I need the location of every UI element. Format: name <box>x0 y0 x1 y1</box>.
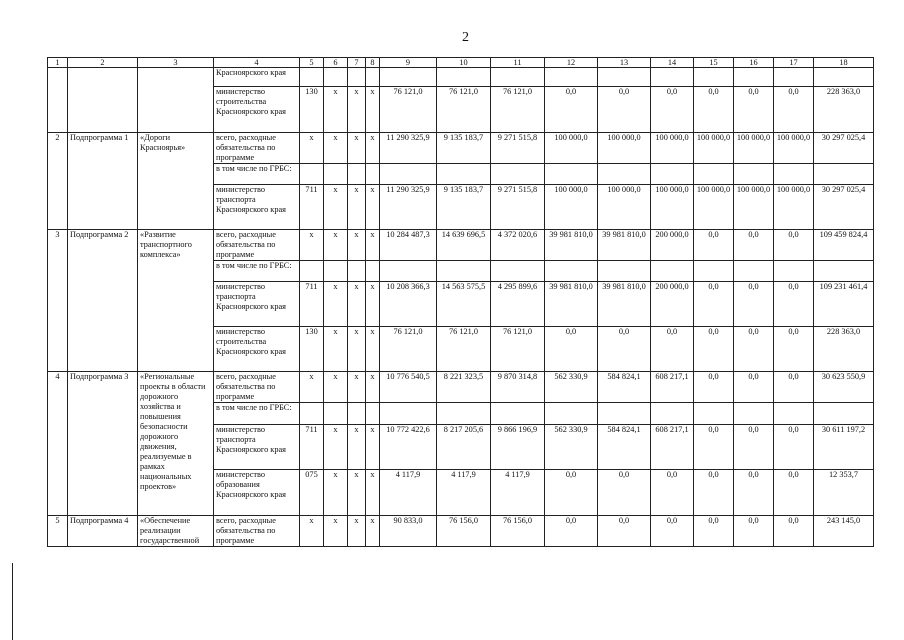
value-cell <box>300 261 324 282</box>
value-cell <box>814 164 874 185</box>
value-cell: 0,0 <box>694 230 734 261</box>
value-cell <box>324 261 348 282</box>
expense-type-cell: в том числе по ГРБС: <box>214 403 300 425</box>
value-cell: 0,0 <box>694 87 734 133</box>
value-cell: x <box>366 133 380 164</box>
value-cell <box>491 261 545 282</box>
subprogram-cell: Подпрограмма 4 <box>68 516 138 547</box>
value-cell: 39 981 810,0 <box>598 282 651 327</box>
value-cell: x <box>366 230 380 261</box>
value-cell: 243 145,0 <box>814 516 874 547</box>
subprogram-cell: Подпрограмма 2 <box>68 230 138 372</box>
value-cell <box>545 68 598 87</box>
value-cell: 30 297 025,4 <box>814 133 874 164</box>
value-cell: 39 981 810,0 <box>598 230 651 261</box>
value-cell: 76 121,0 <box>491 87 545 133</box>
value-cell: 4 117,9 <box>437 470 491 516</box>
value-cell: x <box>366 470 380 516</box>
header-cell: 17 <box>774 58 814 68</box>
header-cell: 18 <box>814 58 874 68</box>
value-cell: x <box>366 185 380 230</box>
value-cell: x <box>348 516 366 547</box>
value-cell <box>598 403 651 425</box>
value-cell: 76 121,0 <box>437 327 491 372</box>
value-cell: 608 217,1 <box>651 372 694 403</box>
value-cell: x <box>366 372 380 403</box>
page-number: 2 <box>462 30 469 45</box>
value-cell: x <box>366 425 380 470</box>
value-cell: 76 121,0 <box>380 327 437 372</box>
value-cell <box>651 164 694 185</box>
expense-type-cell: министерство транспорта Красноярского края <box>214 185 300 230</box>
value-cell: x <box>348 230 366 261</box>
value-cell: 228 363,0 <box>814 87 874 133</box>
value-cell: 9 271 515,8 <box>491 133 545 164</box>
value-cell <box>774 68 814 87</box>
value-cell: 0,0 <box>774 372 814 403</box>
value-cell: x <box>300 230 324 261</box>
row-number-cell: 4 <box>48 372 68 516</box>
value-cell: 0,0 <box>694 516 734 547</box>
value-cell <box>545 164 598 185</box>
value-cell <box>366 164 380 185</box>
value-cell <box>694 261 734 282</box>
value-cell: x <box>366 87 380 133</box>
value-cell: 200 000,0 <box>651 230 694 261</box>
value-cell: 109 459 824,4 <box>814 230 874 261</box>
value-cell: 9 135 183,7 <box>437 185 491 230</box>
value-cell: 130 <box>300 327 324 372</box>
value-cell: x <box>366 516 380 547</box>
value-cell: 100 000,0 <box>734 133 774 164</box>
value-cell: 711 <box>300 425 324 470</box>
value-cell: 100 000,0 <box>774 185 814 230</box>
subprogram-name-cell: «Дороги Красноярья» <box>138 133 214 230</box>
value-cell: 4 295 899,6 <box>491 282 545 327</box>
value-cell <box>437 164 491 185</box>
value-cell: 0,0 <box>774 230 814 261</box>
header-cell: 12 <box>545 58 598 68</box>
value-cell: 9 135 183,7 <box>437 133 491 164</box>
value-cell: 130 <box>300 87 324 133</box>
subprogram-cell: Подпрограмма 3 <box>68 372 138 516</box>
value-cell: 608 217,1 <box>651 425 694 470</box>
value-cell: x <box>324 372 348 403</box>
value-cell: x <box>348 327 366 372</box>
value-cell <box>694 68 734 87</box>
value-cell: 0,0 <box>545 327 598 372</box>
value-cell: 228 363,0 <box>814 327 874 372</box>
value-cell: 10 284 487,3 <box>380 230 437 261</box>
value-cell: x <box>348 87 366 133</box>
value-cell <box>694 164 734 185</box>
value-cell: 39 981 810,0 <box>545 230 598 261</box>
value-cell <box>491 403 545 425</box>
value-cell <box>324 403 348 425</box>
value-cell: 0,0 <box>694 425 734 470</box>
subprogram-name-cell: «Региональные проекты в области дорожного хозяйства и повышения безопасности дорожного движения, реализуемые в рамках национальных проектов» <box>138 372 214 516</box>
value-cell <box>380 261 437 282</box>
margin-line <box>12 563 13 640</box>
row-number-cell <box>48 68 68 133</box>
value-cell: 76 156,0 <box>491 516 545 547</box>
value-cell: x <box>324 516 348 547</box>
value-cell: 12 353,7 <box>814 470 874 516</box>
value-cell: 14 563 575,5 <box>437 282 491 327</box>
value-cell: 711 <box>300 282 324 327</box>
value-cell: 9 870 314,8 <box>491 372 545 403</box>
value-cell <box>814 261 874 282</box>
value-cell: 562 330,9 <box>545 372 598 403</box>
value-cell: 0,0 <box>694 327 734 372</box>
value-cell: 100 000,0 <box>651 133 694 164</box>
value-cell <box>814 68 874 87</box>
value-cell: 0,0 <box>694 372 734 403</box>
value-cell: x <box>366 327 380 372</box>
value-cell: 8 221 323,5 <box>437 372 491 403</box>
value-cell: 584 824,1 <box>598 425 651 470</box>
value-cell <box>437 68 491 87</box>
value-cell <box>651 68 694 87</box>
header-cell: 10 <box>437 58 491 68</box>
value-cell: 76 121,0 <box>437 87 491 133</box>
subprogram-name-cell: «Развитие транспортного комплекса» <box>138 230 214 372</box>
value-cell: 4 117,9 <box>491 470 545 516</box>
value-cell <box>300 68 324 87</box>
value-cell: 0,0 <box>774 470 814 516</box>
value-cell: 10 208 366,3 <box>380 282 437 327</box>
value-cell: 100 000,0 <box>598 133 651 164</box>
value-cell: 0,0 <box>598 516 651 547</box>
header-cell: 3 <box>138 58 214 68</box>
value-cell: 0,0 <box>774 425 814 470</box>
table-row <box>48 68 874 87</box>
expense-type-cell: министерство транспорта Красноярского края <box>214 282 300 327</box>
value-cell <box>324 68 348 87</box>
value-cell: 0,0 <box>651 87 694 133</box>
value-cell: 0,0 <box>598 87 651 133</box>
value-cell: 0,0 <box>598 327 651 372</box>
value-cell <box>437 403 491 425</box>
value-cell: x <box>300 133 324 164</box>
value-cell: 11 290 325,9 <box>380 133 437 164</box>
value-cell: x <box>324 425 348 470</box>
table-row <box>48 230 874 261</box>
value-cell: 76 121,0 <box>491 327 545 372</box>
value-cell: 0,0 <box>598 470 651 516</box>
value-cell: 30 623 550,9 <box>814 372 874 403</box>
header-cell: 6 <box>324 58 348 68</box>
value-cell: x <box>324 327 348 372</box>
value-cell <box>598 164 651 185</box>
value-cell: x <box>348 185 366 230</box>
expense-type-cell: всего, расходные обязательства по программе <box>214 133 300 164</box>
value-cell: 0,0 <box>545 470 598 516</box>
value-cell <box>437 261 491 282</box>
expense-type-cell: в том числе по ГРБС: <box>214 261 300 282</box>
header-cell: 5 <box>300 58 324 68</box>
value-cell <box>774 164 814 185</box>
value-cell <box>734 403 774 425</box>
value-cell: 711 <box>300 185 324 230</box>
expense-type-cell: всего, расходные обязательства по программе <box>214 230 300 261</box>
value-cell: 76 156,0 <box>437 516 491 547</box>
value-cell <box>300 403 324 425</box>
value-cell: 10 772 422,6 <box>380 425 437 470</box>
value-cell: 0,0 <box>651 470 694 516</box>
value-cell: 30 297 025,4 <box>814 185 874 230</box>
value-cell <box>651 403 694 425</box>
header-cell: 9 <box>380 58 437 68</box>
value-cell <box>366 403 380 425</box>
value-cell: 100 000,0 <box>734 185 774 230</box>
expense-type-cell: министерство строительства Красноярского края <box>214 327 300 372</box>
value-cell <box>774 261 814 282</box>
value-cell: 0,0 <box>545 87 598 133</box>
header-cell: 15 <box>694 58 734 68</box>
value-cell: 0,0 <box>734 327 774 372</box>
expense-type-cell: министерство строительства Красноярского края <box>214 87 300 133</box>
value-cell <box>348 164 366 185</box>
value-cell <box>380 68 437 87</box>
budget-table <box>47 57 874 547</box>
value-cell: 90 833,0 <box>380 516 437 547</box>
value-cell: x <box>324 185 348 230</box>
value-cell <box>348 68 366 87</box>
value-cell: 562 330,9 <box>545 425 598 470</box>
value-cell: x <box>324 230 348 261</box>
value-cell <box>545 261 598 282</box>
header-cell: 2 <box>68 58 138 68</box>
value-cell <box>545 403 598 425</box>
table-row <box>48 372 874 403</box>
value-cell: 39 981 810,0 <box>545 282 598 327</box>
value-cell: 0,0 <box>774 87 814 133</box>
row-number-cell: 2 <box>48 133 68 230</box>
value-cell <box>348 403 366 425</box>
value-cell <box>734 261 774 282</box>
header-cell: 4 <box>214 58 300 68</box>
value-cell: 200 000,0 <box>651 282 694 327</box>
value-cell <box>598 68 651 87</box>
subprogram-name-cell <box>138 68 214 133</box>
header-cell: 11 <box>491 58 545 68</box>
value-cell: 100 000,0 <box>651 185 694 230</box>
value-cell: x <box>324 133 348 164</box>
value-cell <box>380 164 437 185</box>
value-cell: 4 372 020,6 <box>491 230 545 261</box>
value-cell: x <box>348 282 366 327</box>
value-cell: 0,0 <box>651 327 694 372</box>
value-cell <box>598 261 651 282</box>
value-cell <box>651 261 694 282</box>
value-cell: 0,0 <box>734 230 774 261</box>
value-cell: 0,0 <box>774 516 814 547</box>
expense-type-cell: министерство транспорта Красноярского края <box>214 425 300 470</box>
value-cell: 0,0 <box>545 516 598 547</box>
value-cell <box>366 261 380 282</box>
value-cell: x <box>348 133 366 164</box>
header-row <box>48 58 874 68</box>
expense-type-cell: в том числе по ГРБС: <box>214 164 300 185</box>
value-cell: 584 824,1 <box>598 372 651 403</box>
value-cell <box>774 403 814 425</box>
value-cell: 0,0 <box>734 87 774 133</box>
expense-type-cell: министерство образования Красноярского края <box>214 470 300 516</box>
row-number-cell: 5 <box>48 516 68 547</box>
value-cell <box>734 164 774 185</box>
value-cell: x <box>348 470 366 516</box>
subprogram-cell: Подпрограмма 1 <box>68 133 138 230</box>
value-cell: 8 217 205,6 <box>437 425 491 470</box>
value-cell: 4 117,9 <box>380 470 437 516</box>
value-cell: x <box>348 425 366 470</box>
value-cell: x <box>348 372 366 403</box>
value-cell: x <box>300 516 324 547</box>
value-cell: 0,0 <box>651 516 694 547</box>
expense-type-cell: Красноярского края <box>214 68 300 87</box>
header-cell: 1 <box>48 58 68 68</box>
value-cell: 30 611 197,2 <box>814 425 874 470</box>
header-cell: 7 <box>348 58 366 68</box>
value-cell <box>348 261 366 282</box>
table-row <box>48 516 874 547</box>
value-cell <box>491 164 545 185</box>
value-cell <box>380 403 437 425</box>
value-cell: 0,0 <box>734 282 774 327</box>
value-cell: x <box>324 87 348 133</box>
value-cell: 11 290 325,9 <box>380 185 437 230</box>
value-cell <box>814 403 874 425</box>
header-cell: 13 <box>598 58 651 68</box>
value-cell <box>300 164 324 185</box>
header-cell: 14 <box>651 58 694 68</box>
value-cell: 075 <box>300 470 324 516</box>
value-cell: 0,0 <box>694 282 734 327</box>
table-row <box>48 133 874 164</box>
value-cell <box>734 68 774 87</box>
value-cell <box>491 68 545 87</box>
row-number-cell: 3 <box>48 230 68 372</box>
subprogram-cell <box>68 68 138 133</box>
value-cell: x <box>366 282 380 327</box>
value-cell: 100 000,0 <box>545 185 598 230</box>
subprogram-name-cell: «Обеспечение реализации государственной <box>138 516 214 547</box>
value-cell: 0,0 <box>734 425 774 470</box>
value-cell: x <box>324 282 348 327</box>
value-cell: 100 000,0 <box>598 185 651 230</box>
value-cell: 0,0 <box>734 516 774 547</box>
value-cell <box>694 403 734 425</box>
value-cell <box>366 68 380 87</box>
header-cell: 16 <box>734 58 774 68</box>
value-cell: x <box>324 470 348 516</box>
value-cell: 10 776 540,5 <box>380 372 437 403</box>
value-cell: 0,0 <box>774 282 814 327</box>
value-cell: x <box>300 372 324 403</box>
value-cell: 0,0 <box>734 372 774 403</box>
value-cell <box>324 164 348 185</box>
value-cell: 76 121,0 <box>380 87 437 133</box>
value-cell: 100 000,0 <box>694 133 734 164</box>
value-cell: 0,0 <box>734 470 774 516</box>
expense-type-cell: всего, расходные обязательства по программе <box>214 516 300 547</box>
value-cell: 9 866 196,9 <box>491 425 545 470</box>
value-cell: 9 271 515,8 <box>491 185 545 230</box>
value-cell: 0,0 <box>774 327 814 372</box>
value-cell: 100 000,0 <box>545 133 598 164</box>
header-cell: 8 <box>366 58 380 68</box>
value-cell: 109 231 461,4 <box>814 282 874 327</box>
value-cell: 100 000,0 <box>694 185 734 230</box>
expense-type-cell: всего, расходные обязательства по программе <box>214 372 300 403</box>
value-cell: 0,0 <box>694 470 734 516</box>
value-cell: 14 639 696,5 <box>437 230 491 261</box>
value-cell: 100 000,0 <box>774 133 814 164</box>
